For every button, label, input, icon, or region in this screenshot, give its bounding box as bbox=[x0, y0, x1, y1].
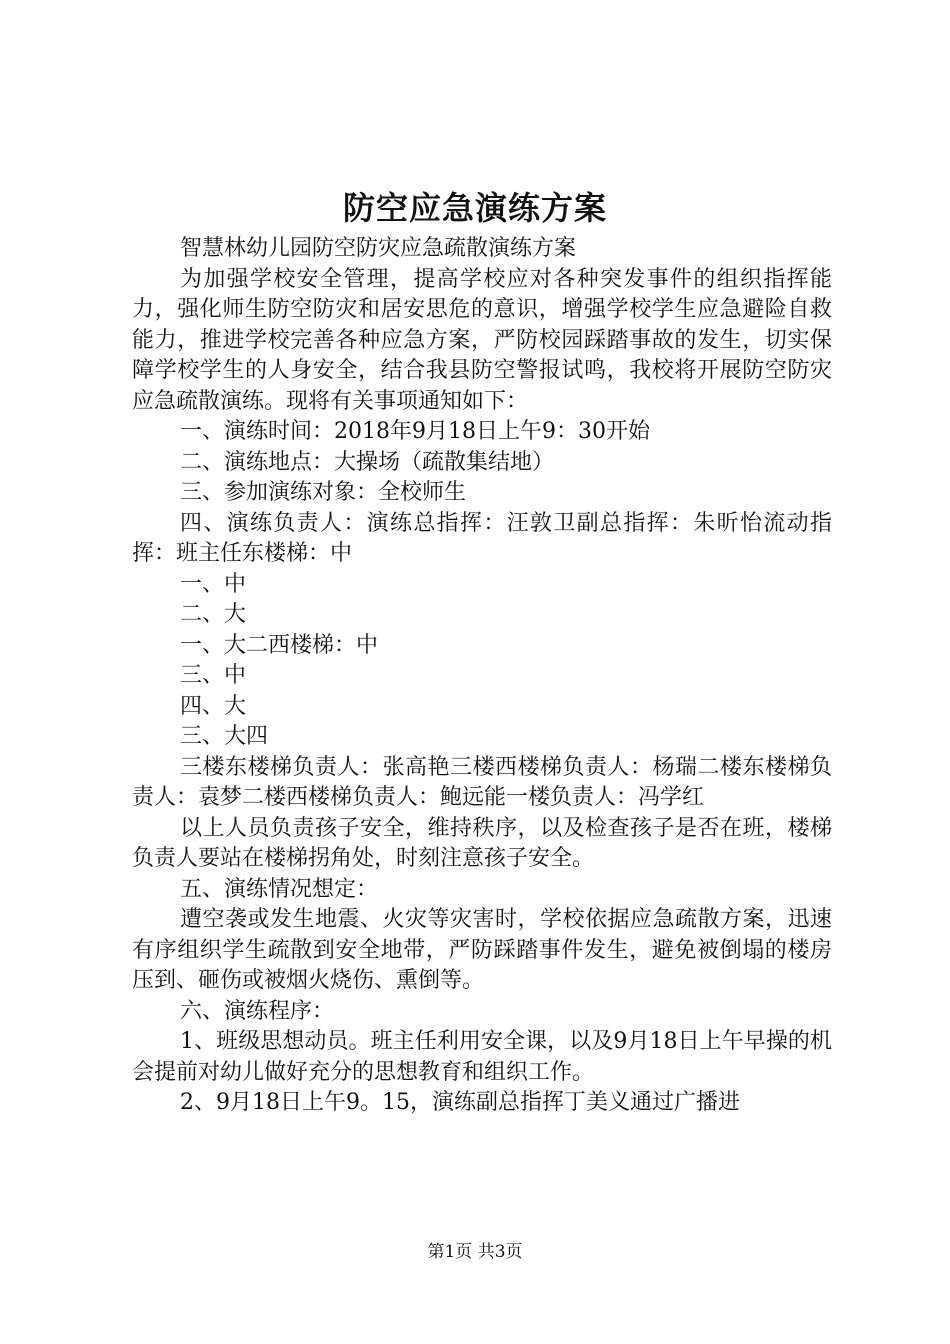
list-line: 三、中 bbox=[180, 663, 247, 688]
list-line: 四、大 bbox=[180, 693, 247, 719]
list-line: 一、大二西楼梯：中 bbox=[180, 632, 379, 658]
drill-time-paragraph: 一、演练时间：2018年9月18日上午9：30开始 bbox=[180, 419, 650, 444]
procedure-heading: 六、演练程序： bbox=[180, 998, 335, 1024]
procedure-step-2: 2、9月18日上午9。15，演练副总指挥丁美义通过广播进 bbox=[180, 1090, 740, 1115]
document-title: 防空应急演练方案 bbox=[342, 189, 607, 227]
subtitle-paragraph: 智慧林幼儿园防空防灾应急疏散演练方案 bbox=[180, 236, 577, 261]
list-line: 二、大 bbox=[180, 602, 247, 627]
intro-paragraph: 为加强学校安全管理，提高学校应对各种突发事件的组织指挥能力，强化师生防空防灾和居安思危的意识，增强学校学生应急避险自救能力，推进学校完善各种应急方案，严防校园踩踏事故的发生，切实保障学校学生的人身安全，结合我县防空警报试鸣，我校将开展防空防灾应急疏散演练。现将有关事项通知如下： bbox=[132, 266, 832, 414]
stairs-responsible-paragraph: 三楼东楼梯负责人：张高艳三楼西楼梯负责人：杨瑞二楼东楼梯负责人：袁梦二楼西楼梯负责人：鲍远能一楼负责人：冯学红 bbox=[132, 754, 832, 810]
leaders-paragraph: 四、演练负责人：演练总指挥：汪敦卫副总指挥：朱昕怡流动指挥：班主任东楼梯：中 bbox=[132, 510, 832, 566]
scenario-paragraph: 遭空袭或发生地震、火灾等灾害时，学校依据应急疏散方案，迅速有序组织学生疏散到安全地带，严防踩踏事件发生，避免被倒塌的楼房压到、砸伤或被烟火烧伤、熏倒等。 bbox=[132, 907, 832, 993]
participants-paragraph: 三、参加演练对象：全校师生 bbox=[180, 480, 467, 505]
duties-paragraph: 以上人员负责孩子安全，维持秩序，以及检查孩子是否在班，楼梯负责人要站在楼梯拐角处，时刻注意孩子安全。 bbox=[132, 815, 832, 871]
list-line: 三、大四 bbox=[180, 724, 269, 749]
scenario-heading: 五、演练情况想定： bbox=[180, 876, 379, 902]
drill-location-paragraph: 二、演练地点：大操场（疏散集结地） bbox=[180, 449, 555, 475]
list-line: 一、中 bbox=[180, 571, 247, 597]
page-number: 第1页 共3页 bbox=[427, 1242, 523, 1262]
procedure-step-1: 1、班级思想动员。班主任利用安全课，以及9月18日上午早操的机会提前对幼儿做好充分的思想教育和组织工作。 bbox=[132, 1029, 832, 1085]
document-body bbox=[132, 234, 832, 1119]
